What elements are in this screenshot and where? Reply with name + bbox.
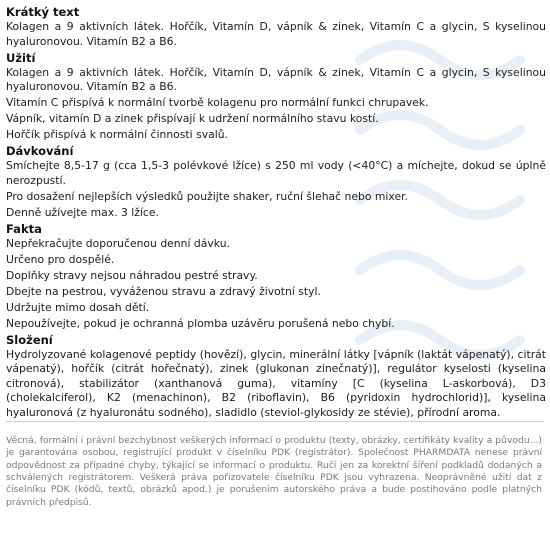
section-kratky-text [6,5,546,49]
section-heading: Krátký text [6,5,80,19]
section-text: Nepoužívejte, pokud je ochranná plomba uzávěru porušená nebo chybí. [6,316,395,330]
divider [6,421,544,422]
product-info-document [6,5,546,422]
section-heading: Fakta [6,221,42,236]
section-text: Doplňky stravy nejsou náhradou pestré stravy. [6,268,258,282]
section-heading: Užití [6,50,36,65]
section-text: Hydrolyzované kolagenové peptidy (hovězí), glycin, minerální látky [vápník (laktát vápenatý), citrát vápenatý), hořčík (citrát hořečnatý), zinek (glukonan zinečnatý)], regulátor kyselosti (kyselina citronová), stabilizátor (xanthanová guma), vitamíny [C (kyselina L-askorbová), D3 (cholekalciferol), K2 (menachinon), B2 (riboflavin), B6 (pyridoxin hydrochlorid)], kyselina hyaluronová (z hyaluronátu sodného), sladidlo (steviol-glykosidy ze stévie), přírodní aroma. [6,347,546,419]
section-text: Pro dosažení nejlepších výsledků použijte shaker, ruční šlehač nebo mixer. [6,189,408,203]
section-text: Určeno pro dospělé. [6,252,115,266]
section-heading: Složení [6,332,53,347]
legal-disclaimer: Věcná, formální i právní bezchybnost veškerých informací o produktu (texty, obrázky, certifikáty kvality a původu...) je garantována osobou, registrující produkt v číselníku PDK (registrátor). Společnost PHARMDATA nenese právní odpovědnost za případné chyby, týkající se informací o produktu. Ručí jen za korektní šíření podkladů dodaných a schválených registrátorem. Veškerá práva pořizovatele číselníku PDK jsou vyhrazena. Neoprávněné užití dat z číselníku PDK (kódů, textů, obrázků apod.) je porušením autorského práva a bude postihováno podle platných právních předpisů. [6,435,542,508]
section-fakta [6,222,546,332]
section-text: Kolagen a 9 aktivních látek. Hořčík, Vitamín D, vápník & zinek, Vitamín C a glycin, S kyselinou hyaluronovou. Vitamín B2 a B6. [6,20,546,48]
section-uziti [6,51,546,143]
section-text: Smíchejte 8,5-17 g (cca 1,5-3 polévkové lžíce) s 250 ml vody (<40°C) a míchejte, dokud se úplně nerozpustí. [6,159,546,187]
section-heading: Dávkování [6,144,74,159]
section-text: Denně užívejte max. 3 lžíce. [6,205,159,219]
section-text: Hořčík přispívá k normální činnosti svalů. [6,128,228,142]
section-slozeni [6,333,546,421]
section-text: Udržujte mimo dosah dětí. [6,300,150,314]
section-davkovani [6,144,546,220]
section-text: Kolagen a 9 aktivních látek. Hořčík, Vitamín D, vápník & zinek, Vitamín C a glycin, S kyselinou hyaluronovou. Vitamín B2 a B6. [6,65,546,94]
section-text: Nepřekračujte doporučenou denní dávku. [6,236,230,250]
section-text: Vápník, vitamín D a zinek přispívají k udržení normálního stavu kostí. [6,112,379,126]
section-text: Dbejte na pestrou, vyváženou stravu a zdravý životní styl. [6,284,321,298]
section-text: Vitamín C přispívá k normální tvorbě kolagenu pro normální funkci chrupavek. [6,96,429,110]
